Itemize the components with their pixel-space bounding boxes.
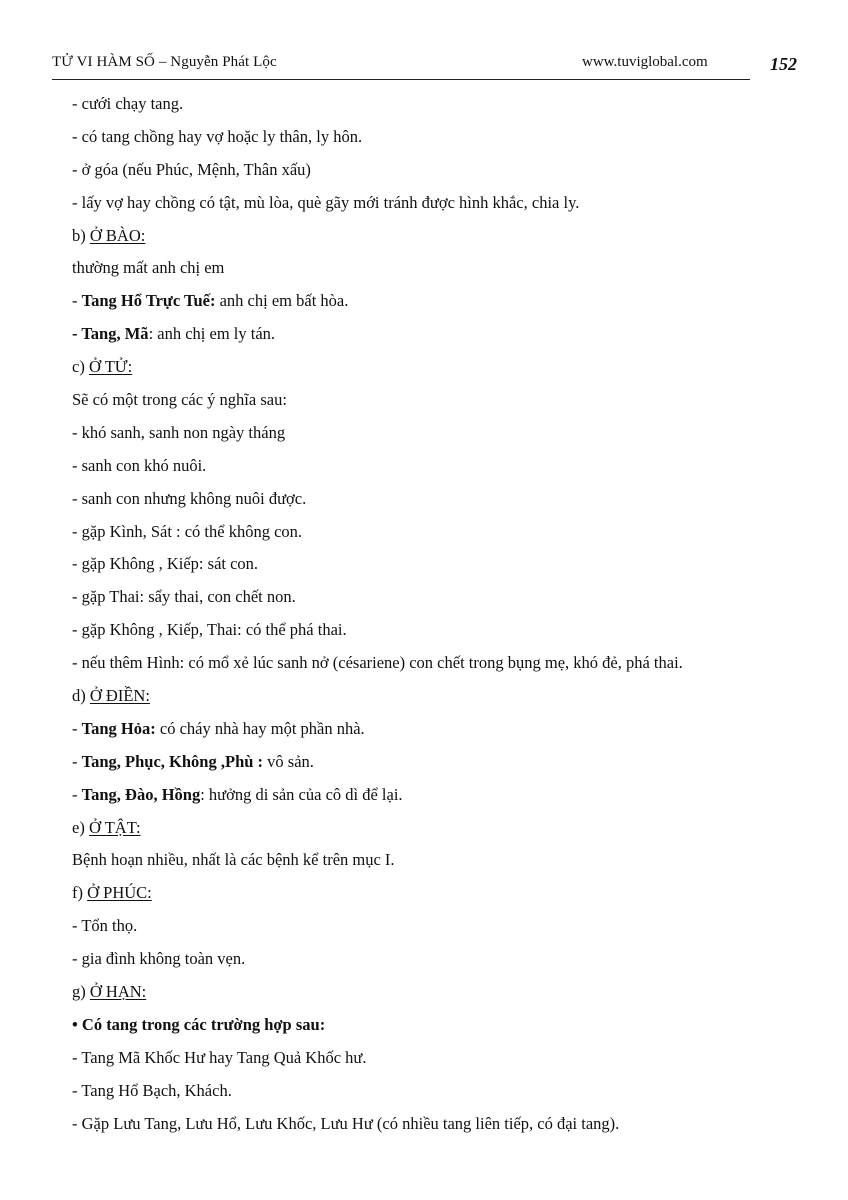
text-line: thường mất anh chị em <box>72 258 225 278</box>
section-prefix: c) <box>72 357 89 377</box>
bold-term: Tang Hổ Trực Tuế: <box>81 291 216 311</box>
text-line: - ở góa (nếu Phúc, Mệnh, Thân xấu) <box>72 159 311 179</box>
section-title: Ở ĐIỀN: <box>89 686 150 706</box>
bold-term: Tang Hỏa: <box>81 718 156 738</box>
section-prefix: g) <box>72 982 90 1002</box>
line-text: : hưởng di sản của cô dì để lại. <box>200 784 403 804</box>
section-heading-bao <box>72 223 812 256</box>
text-line: - Tang Mã Khốc Hư hay Tang Quả Khốc hư. <box>72 1047 367 1067</box>
text-line: - lấy vợ hay chồng có tật, mù lòa, què gãy mới tránh được hình khắc, chia ly. <box>72 192 580 212</box>
line-dash: - <box>72 784 82 804</box>
text-line: - Gặp Lưu Tang, Lưu Hổ, Lưu Khốc, Lưu Hư (có nhiều tang liên tiếp, có đại tang). <box>72 1113 620 1133</box>
text-line: - khó sanh, sanh non ngày tháng <box>72 422 286 442</box>
text-line: - gặp Không , Kiếp: sát con. <box>72 554 259 574</box>
text-line: - sanh con khó nuôi. <box>72 455 207 475</box>
line-dash: - <box>72 291 82 311</box>
section-heading-han <box>72 979 812 1012</box>
section-heading-phuc <box>72 880 812 913</box>
page-header <box>52 50 797 80</box>
text-line: - nếu thêm Hình: có mổ xẻ lúc sanh nở (césariene) con chết trong bụng mẹ, khó đẻ, phá thai. <box>72 653 683 673</box>
bold-term: - Tang, Mã <box>72 324 149 344</box>
bold-term: Tang, Đào, Hồng <box>81 784 201 804</box>
text-line: - có tang chồng hay vợ hoặc ly thân, ly hôn. <box>72 126 363 146</box>
line-text: : anh chị em ly tán. <box>148 324 276 344</box>
text-line: - gặp Thai: sẩy thai, con chết non. <box>72 587 296 607</box>
bullet-subheading: • Có tang trong các trường hợp sau: <box>72 1014 326 1034</box>
text-line: - gia đình không toàn vẹn. <box>72 949 246 969</box>
section-prefix: b) <box>72 225 90 245</box>
line-text: vô sản. <box>263 751 314 771</box>
header-divider <box>52 79 750 80</box>
header-website-link[interactable]: www.tuviglobal.com <box>582 54 708 70</box>
text-line: - Tổn thọ. <box>72 916 138 936</box>
text-line: Bệnh hoạn nhiều, nhất là các bệnh kể trên mục I. <box>72 850 395 870</box>
section-title: Ở TẬT: <box>88 817 141 837</box>
header-book-title: TỬ VI HÀM SỐ – Nguyễn Phát Lộc <box>52 54 277 70</box>
section-prefix: d) <box>72 686 90 706</box>
page-number: 152 <box>770 54 797 74</box>
text-line <box>72 749 812 782</box>
bold-term: Tang, Phục, Không ,Phù : <box>81 751 264 771</box>
text-line: - sanh con nhưng không nuôi được. <box>72 488 307 508</box>
text-line <box>72 288 812 321</box>
text-line: - gặp Không , Kiếp, Thai: có thể phá thai. <box>72 620 347 640</box>
line-text: có cháy nhà hay một phần nhà. <box>155 718 365 738</box>
section-title: Ở BÀO: <box>89 225 146 245</box>
section-title: Ở TỬ: <box>88 357 133 377</box>
text-line: Sẽ có một trong các ý nghĩa sau: <box>72 390 287 410</box>
line-dash: - <box>72 751 82 771</box>
text-line: - cưới chạy tang. <box>72 94 184 113</box>
section-heading-tat <box>72 815 812 848</box>
section-title: Ở PHÚC: <box>87 883 152 903</box>
line-dash: - <box>72 718 82 738</box>
text-line <box>72 716 812 749</box>
text-line <box>72 782 812 815</box>
section-heading-dien <box>72 683 812 716</box>
text-line: - Tang Hổ Bạch, Khách. <box>72 1080 232 1100</box>
section-title: Ở HẠN: <box>89 982 147 1002</box>
text-line <box>72 321 812 354</box>
document-body <box>72 91 812 1144</box>
section-prefix: f) <box>72 883 88 903</box>
text-line: - gặp Kình, Sát : có thể không con. <box>72 521 303 541</box>
section-prefix: e) <box>72 817 89 837</box>
section-heading-tu <box>72 354 812 387</box>
line-text: anh chị em bất hòa. <box>215 291 349 311</box>
